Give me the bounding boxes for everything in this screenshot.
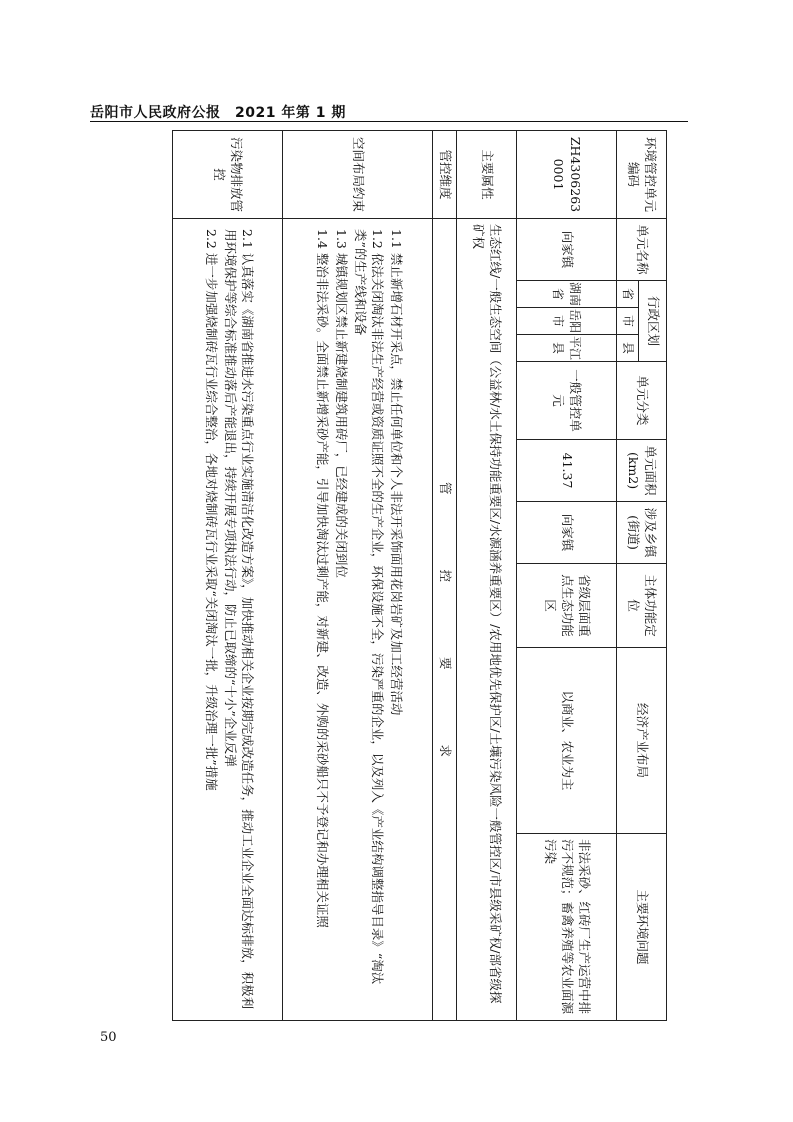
- spatial-constraint-label: 空间布局约束: [283, 131, 433, 219]
- control-dimension-header: 管控维度: [433, 131, 457, 219]
- header-function: 主体功能定位: [617, 564, 667, 648]
- page-number: 50: [100, 1030, 117, 1045]
- spatial-requirement-item: 1.3 城镇规划区禁止新建烧制建筑用砖厂，已经建成的关闭到位: [334, 229, 350, 578]
- header-city: 市: [617, 308, 639, 335]
- pollution-control-label: 污染物排放管控: [173, 131, 283, 219]
- header-economy: 经济产业布局: [617, 648, 667, 834]
- spatial-requirement-item: 1.2 依法关闭淘汰非法生产经营或资质证照不全的生产企业，环保设施不全，污染严重的企业，以及列入《产业结构调整指导目录》“淘汰类”的生产线和设备: [352, 229, 385, 985]
- control-unit-table: [172, 130, 667, 1021]
- header-admin-region: 行政区划: [639, 281, 667, 362]
- pollution-control-requirements: [173, 219, 283, 1021]
- cell-unit-class: 一般管控单元: [517, 362, 617, 440]
- cell-unit-code: ZH43062630001: [517, 131, 617, 219]
- header-area: 单元面积(km2): [617, 440, 667, 502]
- header-unit-class: 单元分类: [617, 362, 667, 440]
- control-requirements-header: 管 控 要 求: [433, 219, 457, 1021]
- cell-area: 41.37: [517, 440, 617, 502]
- spatial-requirement-item: 1.1 禁止新增石材开采点，禁止任何单位和个人非法开采饰面用花岗岩矿及加工经营活动: [388, 229, 404, 716]
- header-county: 县: [617, 335, 639, 362]
- header-towns: 涉及乡镇(街道): [617, 502, 667, 564]
- cell-function: 省级层面重点生态功能区: [517, 564, 617, 648]
- bulletin-header: 岳阳市人民政府公报 2021 年第 1 期: [90, 105, 346, 121]
- spatial-constraint-requirements: [283, 219, 433, 1021]
- pollution-requirement-item: 2.2 进一步加强烧制砖瓦行业综合整治，各地对烧制砖瓦行业采取“关闭淘汰一批，升级治理一批”措施: [204, 229, 220, 791]
- header-unit-name: 单元名称: [617, 219, 667, 281]
- header-env-issues: 主要环境问题: [617, 834, 667, 1021]
- spatial-requirement-item: 1.4 整治非法采砂。全面禁止新增采砂产能，引导加快淘汰过剩产能，对新建、改造、外购的采砂船只不予登记和办理相关证照: [315, 229, 331, 928]
- rotated-table-frame: [117, 130, 667, 1020]
- cell-towns: 向家镇: [517, 502, 617, 564]
- header-unit-code: 环境管控单元编码: [617, 131, 667, 219]
- attributes-value: 生态红线/一般生态空间（公益林/水土保持功能重要区/水源涵养重要区）/农用地优先保护区/土壤污染风险一般管控区/市县级采矿权/部省级探矿权: [457, 219, 517, 1021]
- cell-province: 湖南省: [517, 281, 617, 308]
- cell-city: 岳阳市: [517, 308, 617, 335]
- attributes-label: 主要属性: [457, 131, 517, 219]
- header-divider: [90, 121, 688, 122]
- pollution-requirement-item: 2.1 认真落实《湖南省推进水污染重点行业实施清洁化改造方案》，加快推动相关企业按期完成改造任务，推动工业企业全面达标排放，积极利用环境保护等综合标准推动落后产能退出，持续开展专项执法行动，防止已取缔的“十小”企业反弹: [222, 229, 255, 1010]
- cell-county: 平江县: [517, 335, 617, 362]
- cell-env-issues: 非法采砂、红砖厂生产运营中排污不规范；畜禽养殖等农业面源污染: [517, 834, 617, 1021]
- cell-unit-name: 向家镇: [517, 219, 617, 281]
- rotated-table-wrapper: [117, 130, 667, 1020]
- header-province: 省: [617, 281, 639, 308]
- cell-economy: 以商业、农业为主: [517, 648, 617, 834]
